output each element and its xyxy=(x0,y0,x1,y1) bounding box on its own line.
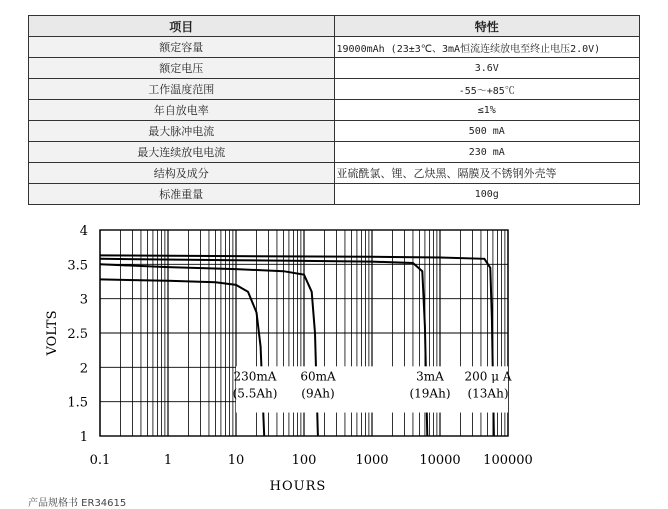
series-capacity-label: (13Ah) xyxy=(467,386,509,401)
table-row xyxy=(29,142,640,163)
spec-name-cell: 额定电压 xyxy=(29,58,335,79)
series-capacity-label: (9Ah) xyxy=(301,386,335,401)
y-tick-label: 2.5 xyxy=(67,327,88,342)
x-axis-label: HOURS xyxy=(269,479,327,494)
table-row xyxy=(29,79,640,100)
spec-name-cell: 最大脉冲电流 xyxy=(29,121,335,142)
y-tick-label: 3.5 xyxy=(67,258,88,274)
y-tick-label: 4 xyxy=(79,224,88,239)
table-row xyxy=(29,58,640,79)
x-tick-label: 0.1 xyxy=(89,453,111,468)
table-row xyxy=(29,121,640,142)
spec-name-cell: 额定容量 xyxy=(29,37,335,58)
x-tick-label: 100 xyxy=(291,453,317,468)
series-label: 230mA xyxy=(233,369,277,384)
x-tick-label: 10000 xyxy=(419,453,461,468)
spec-value-cell: 3.6V xyxy=(334,58,640,79)
series-label: 200 μ A xyxy=(464,369,512,384)
x-tick-label: 100000 xyxy=(483,453,533,468)
series-capacity-label: (5.5Ah) xyxy=(232,386,278,401)
x-tick-label: 10 xyxy=(227,453,245,468)
y-tick-label: 1 xyxy=(79,430,88,445)
spec-value-cell: 230 mA xyxy=(334,142,640,163)
y-tick-label: 2 xyxy=(79,361,88,377)
spec-value-cell: 亚硫酰氯、锂、乙炔黑、隔膜及不锈钢外壳等 xyxy=(334,163,640,184)
spec-name-cell: 标准重量 xyxy=(29,184,335,205)
spec-table-body xyxy=(29,37,640,205)
y-tick-label: 3 xyxy=(79,292,88,308)
table-row xyxy=(29,100,640,121)
footer-text: 产品规格书 ER34615 xyxy=(28,498,127,509)
spec-name-cell: 年自放电率 xyxy=(29,100,335,121)
table-row xyxy=(29,163,640,184)
spec-name-cell: 最大连续放电电流 xyxy=(29,142,335,163)
spec-value-cell: 19000mAh (23±3℃、3mA恒流连续放电至终止电压2.0V) xyxy=(334,37,640,58)
discharge-chart xyxy=(0,212,668,494)
spec-value-cell: -55～+85℃ xyxy=(334,79,640,100)
header-item: 项目 xyxy=(29,16,335,37)
y-tick-label: 1.5 xyxy=(67,395,88,411)
spec-table xyxy=(28,15,640,205)
series-label: 3mA xyxy=(416,369,444,384)
x-tick-label: 1000 xyxy=(355,453,389,468)
table-row xyxy=(29,184,640,205)
spec-name-cell: 工作温度范围 xyxy=(29,79,335,100)
spec-value-cell: ≤1% xyxy=(334,100,640,121)
x-tick-label: 1 xyxy=(163,453,173,468)
table-row xyxy=(29,37,640,58)
y-axis-label: VOLTS xyxy=(45,310,60,356)
series-capacity-label: (19Ah) xyxy=(409,386,451,401)
spec-name-cell: 结构及成分 xyxy=(29,163,335,184)
header-feature: 特性 xyxy=(334,16,640,37)
spec-value-cell: 100g xyxy=(334,184,640,205)
series-label: 60mA xyxy=(300,369,336,384)
spec-value-cell: 500 mA xyxy=(334,121,640,142)
table-header-row xyxy=(29,16,640,37)
